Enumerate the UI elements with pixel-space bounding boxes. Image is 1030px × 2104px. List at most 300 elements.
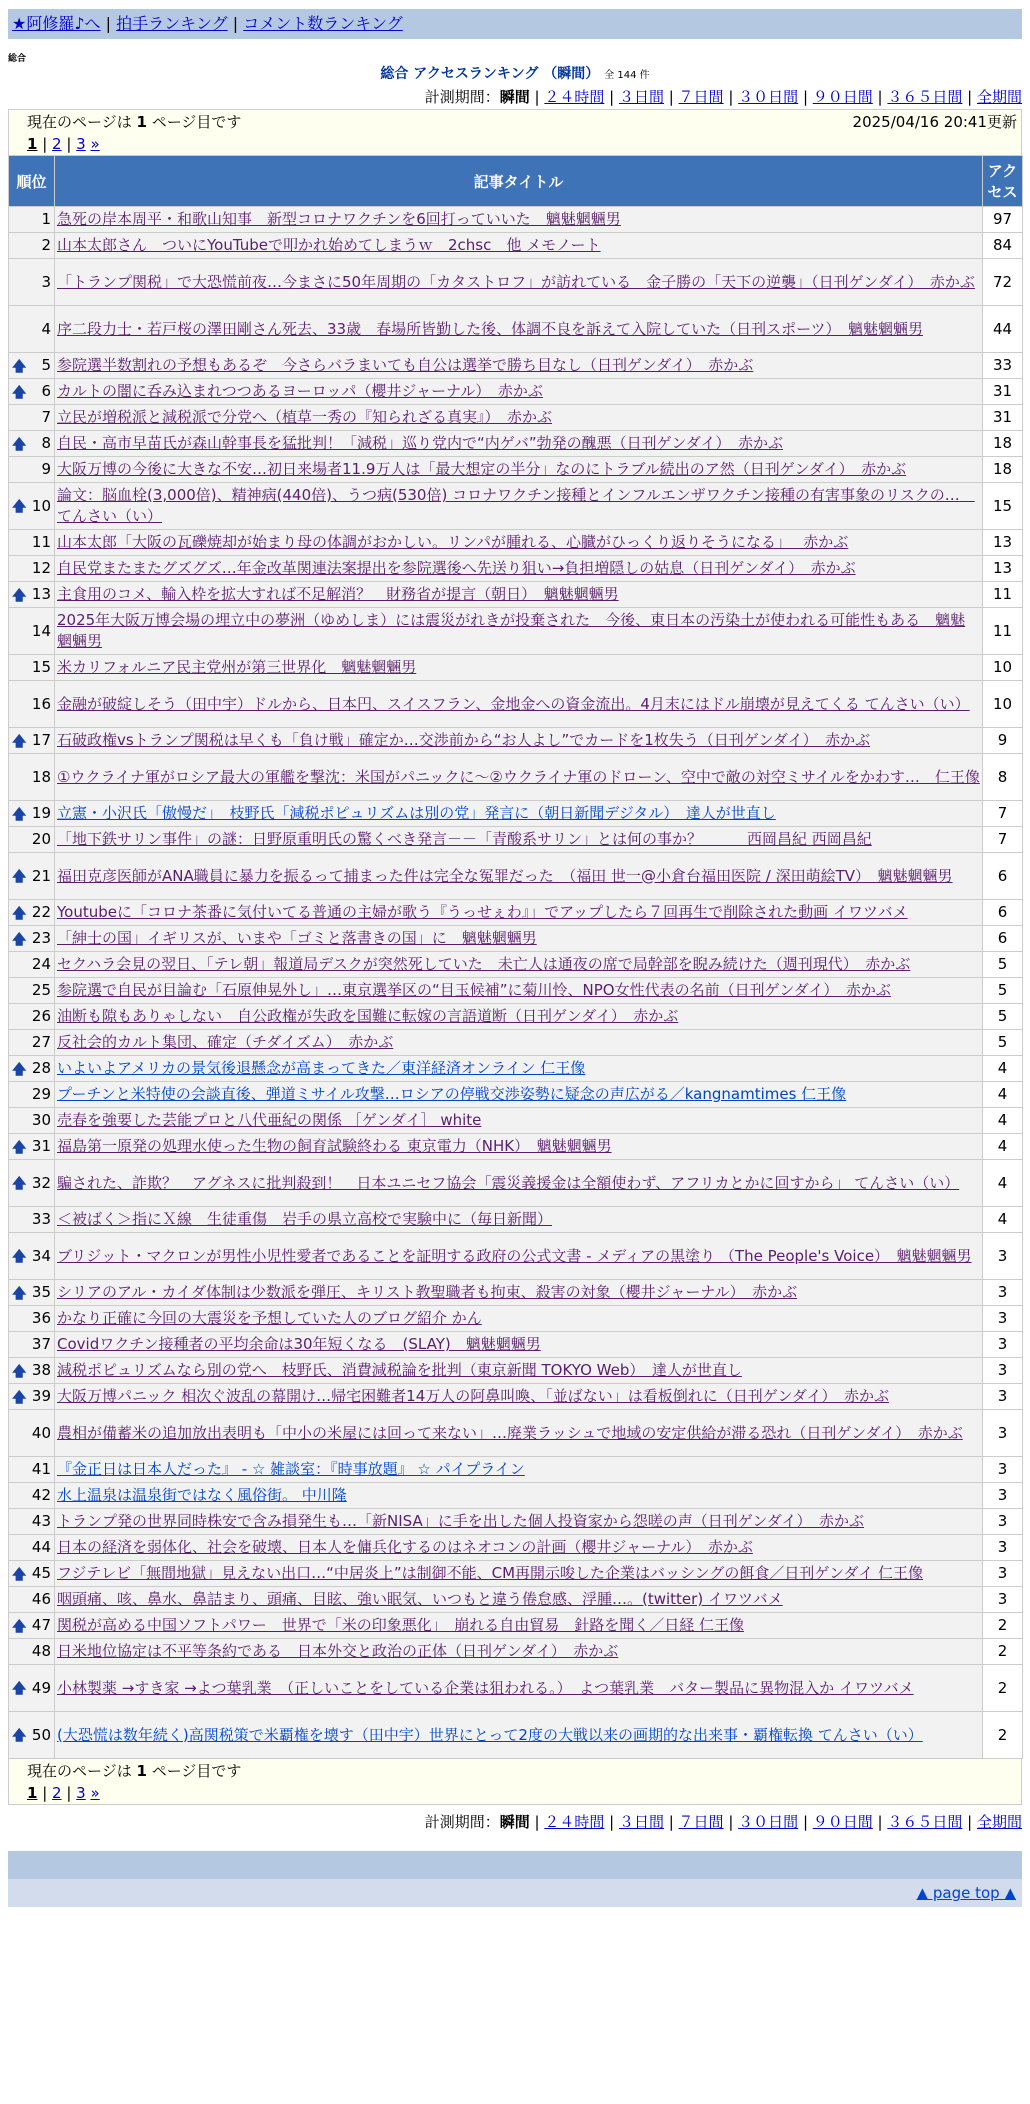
rank-number: 24 — [31, 955, 51, 973]
article-link[interactable]: ①ウクライナ軍がロシア最大の軍艦を撃沈：米国がパニックに〜②ウクライナ軍のドローン、空中で敵の対空ミサイルをかわす… 仁王像 — [57, 767, 980, 786]
rank-number: 20 — [31, 830, 51, 848]
article-link[interactable]: 自民党またまたグズグズ…年金改革関連法案提出を参院選後へ先送り狙い→負担増隠しの姑息（日刊ゲンダイ） 赤かぶ — [57, 559, 856, 577]
title-cell — [55, 233, 983, 259]
period-option-4[interactable]: ９０日間 — [812, 88, 873, 106]
up-arrow-icon: 🡅 — [12, 1061, 27, 1078]
article-link[interactable]: 関税が高める中国ソフトパワー 世界で「米の印象悪化」 崩れる自由貿易 針路を聞く／日経 仁王像 — [57, 1616, 744, 1634]
rank-cell — [9, 207, 55, 233]
period-option-2[interactable]: ７日間 — [678, 88, 724, 106]
rank-cell — [9, 1207, 55, 1233]
rank-cell — [9, 952, 55, 978]
access-count: 6 — [983, 926, 1023, 952]
up-arrow-icon: 🡅 — [12, 905, 27, 922]
header-access: アクセス — [983, 156, 1023, 207]
title-cell — [55, 1535, 983, 1561]
rank-number: 39 — [31, 1387, 51, 1405]
rank-cell — [9, 233, 55, 259]
rank-cell — [9, 1004, 55, 1030]
access-count: 97 — [983, 207, 1023, 233]
rank-cell — [9, 801, 55, 827]
period-option-0[interactable]: ２４時間 — [544, 88, 605, 106]
table-row — [9, 1160, 1023, 1207]
rank-number: 7 — [41, 408, 51, 426]
table-row — [9, 1056, 1023, 1082]
period-option-5[interactable]: ３６５日間 — [887, 88, 963, 106]
title-cell — [55, 1332, 983, 1358]
article-link[interactable]: Youtubeに「コロナ茶番に気付いてる普通の主婦が歌う『うっせぇわ』」でアップしたら７回再生で削除された動画 イワツバメ — [57, 903, 908, 921]
access-count: 44 — [983, 306, 1023, 353]
period-option-1[interactable]: ３日間 — [618, 88, 664, 106]
rank-cell — [9, 1384, 55, 1410]
article-link[interactable]: (大恐慌は数年続く)高関税策で米覇権を壊す（田中宇）世界にとって2度の大戦以来の画期的な出来事・覇権転換 てんさい（い） — [57, 1725, 923, 1744]
access-count: 18 — [983, 457, 1023, 483]
article-link[interactable]: 山本太郎さん ついにYouTubeで叩かれ始めてしまうｗ 2chsc 他 メモノート — [57, 236, 601, 254]
article-link[interactable]: 序二段力士・若戸桜の澤田剛さん死去、33歳 春場所皆勤した後、体調不良を訴えて入院していた（日刊スポーツ） 魑魅魍魎男 — [57, 319, 923, 338]
page-links: 1 | 2 | 3 » — [27, 135, 100, 153]
article-link[interactable]: シリアのアル・カイダ体制は少数派を弾圧、キリスト教聖職者も拘束、殺害の対象（櫻井ジャーナル） 赤かぶ — [57, 1283, 798, 1301]
title-cell — [55, 1280, 983, 1306]
rank-number: 40 — [31, 1423, 51, 1442]
table-row — [9, 353, 1023, 379]
access-count: 2 — [983, 1665, 1023, 1712]
up-arrow-icon: 🡅 — [12, 436, 27, 453]
table-header-row — [9, 156, 1023, 207]
table-row — [9, 207, 1023, 233]
table-row — [9, 1613, 1023, 1639]
rank-cell — [9, 1561, 55, 1587]
rank-cell — [9, 728, 55, 754]
article-link[interactable]: 山本太郎「大阪の瓦礫焼却が始まり母の体調がおかしい。リンパが腫れる、心臓がひっくり返りそうになる」 赤かぶ — [57, 533, 849, 551]
period-selector: 計測期間：瞬間 | ２４時間 | ３日間 | ７日間 | ３０日間 | ９０日間 | ３６５日間 | 全期間 — [424, 88, 1022, 106]
title-cell — [55, 655, 983, 681]
rank-number: 37 — [31, 1335, 51, 1353]
page-current: 1 — [27, 1784, 38, 1802]
table-row — [9, 1233, 1023, 1280]
article-link[interactable]: カルトの闇に呑み込まれつつあるヨーロッパ（櫻井ジャーナル） 赤かぶ — [57, 382, 543, 400]
table-row — [9, 853, 1023, 900]
title-cell — [55, 306, 983, 353]
article-link[interactable]: 小林製薬 →すき家 →よつ葉乳業 （正しいことをしている企業は狙われる。） よつ葉乳業 バター製品に異物混入か イワツバメ — [57, 1678, 914, 1697]
access-count: 31 — [983, 379, 1023, 405]
rank-cell — [9, 978, 55, 1004]
access-count: 18 — [983, 431, 1023, 457]
rank-number: 11 — [31, 533, 51, 551]
article-link[interactable]: 「トランプ関税」で大恐慌前夜…今まさに50年周期の「カタストロフ」が訪れている 金子勝の「天下の逆襲」（日刊ゲンダイ） 赤かぶ — [57, 272, 975, 291]
article-link[interactable]: 日本の経済を弱体化、社会を破壊、日本人を傭兵化するのはネオコンの計画（櫻井ジャーナル） 赤かぶ — [57, 1538, 753, 1556]
article-link[interactable]: フジテレビ「無間地獄」見えない出口…“中居炎上”は制御不能、CM再開示唆した企業はバッシングの餌食／日刊ゲンダイ 仁王像 — [57, 1564, 923, 1582]
article-link[interactable]: 売春を強要した芸能プロと八代亜紀の関係 ［ゲンダイ］ white — [57, 1111, 482, 1129]
page-next[interactable]: » — [90, 135, 100, 153]
access-count: 3 — [983, 1332, 1023, 1358]
rank-number: 14 — [31, 621, 51, 640]
table-row — [9, 1639, 1023, 1665]
access-count: 3 — [983, 1358, 1023, 1384]
rank-cell — [9, 457, 55, 483]
access-count: 4 — [983, 1056, 1023, 1082]
table-row — [9, 405, 1023, 431]
rank-cell — [9, 608, 55, 655]
rank-number: 28 — [31, 1059, 51, 1077]
rank-cell — [9, 900, 55, 926]
rank-number: 32 — [31, 1173, 51, 1192]
header-rank: 順位 — [9, 156, 55, 207]
updated-time: 2025/04/16 20:41更新 — [852, 113, 1017, 131]
table-row — [9, 681, 1023, 728]
title-cell — [55, 1639, 983, 1665]
title-cell — [55, 582, 983, 608]
rank-number: 29 — [31, 1085, 51, 1103]
article-link[interactable]: 水上温泉は温泉街ではなく風俗街。 中川隆 — [57, 1486, 347, 1504]
nav-separator: | — [105, 14, 112, 33]
table-row — [9, 1483, 1023, 1509]
rank-number: 45 — [31, 1564, 51, 1582]
table-row — [9, 1306, 1023, 1332]
table-row — [9, 926, 1023, 952]
page-top-link[interactable]: ▲ page top ▲ — [916, 1884, 1016, 1902]
table-row — [9, 1587, 1023, 1613]
up-arrow-icon: 🡅 — [12, 869, 27, 885]
rank-number: 42 — [31, 1486, 51, 1504]
table-row — [9, 608, 1023, 655]
article-link[interactable]: 立民が増税派と減税派で分党へ（植草一秀の『知られざる真実』） 赤かぶ — [57, 408, 553, 426]
rank-cell — [9, 530, 55, 556]
article-link[interactable]: ＜被ばく＞指にＸ線 生徒重傷 岩手の県立高校で実験中に（毎日新聞） — [57, 1210, 553, 1228]
rank-number: 49 — [31, 1678, 51, 1697]
up-arrow-icon: 🡅 — [12, 1176, 27, 1192]
article-link[interactable]: 金融が破綻しそう（田中宇）ドルから、日本円、スイスフラン、金地金への資金流出。4月末にはドル崩壊が見えてくる てんさい（い） — [57, 694, 970, 713]
period-option-1[interactable]: ３日間 — [618, 1813, 664, 1831]
access-count: 7 — [983, 827, 1023, 853]
rank-number: 41 — [31, 1460, 51, 1478]
article-link[interactable]: 『金正日は日本人だった』 - ☆ 雑談室：『時事放題』 ☆ パイプライン — [57, 1460, 525, 1478]
title-cell — [55, 1665, 983, 1712]
page-title: 総合 アクセスランキング （瞬間） — [380, 66, 600, 82]
article-link[interactable]: 2025年大阪万博会場の埋立中の夢洲（ゆめしま）には震災がれきが投棄された 今後、東日本の汚染土が使われる可能性もある 魑魅魍魎男 — [57, 611, 966, 650]
rank-cell — [9, 1082, 55, 1108]
page-link-2[interactable]: 2 — [52, 135, 62, 153]
rank-cell — [9, 556, 55, 582]
title-cell — [55, 1004, 983, 1030]
access-count: 3 — [983, 1280, 1023, 1306]
up-arrow-icon: 🡅 — [12, 1363, 27, 1380]
article-link[interactable]: かなり正確に今回の大震災を予想していた人のブログ紹介 かん — [57, 1309, 482, 1327]
title-cell — [55, 1587, 983, 1613]
rank-number: 44 — [31, 1538, 51, 1556]
title-cell — [55, 1613, 983, 1639]
table-row — [9, 1082, 1023, 1108]
title-cell — [55, 754, 983, 801]
table-row — [9, 306, 1023, 353]
rank-cell — [9, 1457, 55, 1483]
article-link[interactable]: 日米地位協定は不平等条約である 日本外交と政治の正体（日刊ゲンダイ） 赤かぶ — [57, 1642, 619, 1660]
rank-cell — [9, 1233, 55, 1280]
rank-cell — [9, 431, 55, 457]
article-link[interactable]: トランプ発の世界同時株安で含み損発生も…「新NISA」に手を出した個人投資家から怨嗟の声（日刊ゲンダイ） 赤かぶ — [57, 1512, 865, 1530]
title-cell — [55, 353, 983, 379]
rank-cell — [9, 405, 55, 431]
article-link[interactable]: 米カリフォルニア民主党州が第三世界化 魑魅魍魎男 — [57, 658, 417, 676]
table-row — [9, 801, 1023, 827]
period-option-3[interactable]: ３０日間 — [738, 88, 799, 106]
rank-number: 17 — [31, 731, 51, 749]
page-link-2[interactable]: 2 — [52, 1784, 62, 1802]
access-count: 4 — [983, 1108, 1023, 1134]
rank-cell — [9, 1712, 55, 1759]
nav-link-asyura[interactable]: ★阿修羅♪へ — [12, 14, 101, 33]
article-link[interactable]: 大阪万博の今後に大きな不安…初日来場者11.9万人は「最大想定の半分」なのにトラブル続出のア然（日刊ゲンダイ） 赤かぶ — [57, 460, 907, 478]
article-link[interactable]: 減税ポピュリズムなら別の党へ 枝野氏、消費減税論を批判（東京新聞 TOKYO Web） 達人が世直し — [57, 1361, 742, 1379]
rank-number: 47 — [31, 1616, 51, 1634]
rank-cell — [9, 1280, 55, 1306]
access-count: 31 — [983, 405, 1023, 431]
rank-number: 4 — [41, 319, 51, 338]
article-link[interactable]: 農相が備蓄米の追加放出表明も「中小の米屋には回って来ない」…廃業ラッシュで地域の安定供給が滞る恐れ（日刊ゲンダイ） 赤かぶ — [57, 1423, 963, 1442]
article-link[interactable]: Covidワクチン接種者の平均余命は30年短くなる (SLAY) 魑魅魍魎男 — [57, 1335, 541, 1353]
access-count: 13 — [983, 530, 1023, 556]
table-row — [9, 900, 1023, 926]
article-link[interactable]: 反社会的カルト集団、確定（チダイズム） 赤かぶ — [57, 1033, 394, 1051]
rank-cell — [9, 1535, 55, 1561]
access-count: 3 — [983, 1306, 1023, 1332]
current-page-text: 現在のページは 1 ページ目です — [27, 1762, 242, 1780]
up-arrow-icon: 🡅 — [12, 1139, 27, 1156]
rank-number: 38 — [31, 1361, 51, 1379]
category-label: 総合 — [8, 54, 27, 64]
title-cell — [55, 1056, 983, 1082]
article-link[interactable]: 福島第一原発の処理水使った生物の飼育試験終わる 東京電力（NHK） 魑魅魍魎男 — [57, 1137, 612, 1155]
rank-number: 16 — [31, 694, 51, 713]
rank-number: 18 — [31, 767, 51, 786]
page-link-3[interactable]: 3 — [76, 135, 86, 153]
title-cell — [55, 259, 983, 306]
period-option-2[interactable]: ７日間 — [678, 1813, 724, 1831]
table-row — [9, 655, 1023, 681]
title-cell — [55, 1082, 983, 1108]
article-link[interactable]: 自民・高市早苗氏が森山幹事長を猛批判！「減税」巡り党内で“内ゲバ”勃発の醜悪（日刊ゲンダイ） 赤かぶ — [57, 434, 783, 452]
title-cell — [55, 827, 983, 853]
table-row — [9, 1509, 1023, 1535]
rank-cell — [9, 1134, 55, 1160]
table-row — [9, 259, 1023, 306]
current-page-text: 現在のページは 1 ページ目です — [27, 113, 242, 131]
rank-number: 12 — [31, 559, 51, 577]
table-row — [9, 1665, 1023, 1712]
ranking-table — [8, 155, 1023, 1759]
title-cell — [55, 457, 983, 483]
title-cell — [55, 853, 983, 900]
rank-cell — [9, 1483, 55, 1509]
period-option-3[interactable]: ３０日間 — [738, 1813, 799, 1831]
access-count: 3 — [983, 1410, 1023, 1457]
rank-cell — [9, 1509, 55, 1535]
access-count: 10 — [983, 681, 1023, 728]
table-row — [9, 1561, 1023, 1587]
rank-cell — [9, 306, 55, 353]
rank-cell — [9, 827, 55, 853]
article-link[interactable]: 大阪万博パニック 相次ぐ波乱の幕開け…帰宅困難者14万人の阿鼻叫喚、「並ばない」は看板倒れに（日刊ゲンダイ） 赤かぶ — [57, 1387, 890, 1405]
rank-cell — [9, 353, 55, 379]
up-arrow-icon: 🡅 — [12, 1285, 27, 1302]
access-count: 8 — [983, 754, 1023, 801]
article-link[interactable]: 石破政権vsトランプ関税は早くも「負け戦」確定か…交渉前から“お人よし”でカードを1枚失う（日刊ゲンダイ） 赤かぶ — [57, 731, 871, 749]
table-row — [9, 1535, 1023, 1561]
access-count: 7 — [983, 801, 1023, 827]
table-row — [9, 1134, 1023, 1160]
title-cell — [55, 900, 983, 926]
title-cell — [55, 1134, 983, 1160]
period-option-5[interactable]: ３６５日間 — [887, 1813, 963, 1831]
article-link[interactable]: 参院選半数割れの予想もあるぞ 今さらバラまいても自公は選挙で勝ち目なし（日刊ゲンダイ） 赤かぶ — [57, 356, 754, 374]
table-row — [9, 1358, 1023, 1384]
access-count: 5 — [983, 978, 1023, 1004]
rank-cell — [9, 582, 55, 608]
footer-pagetop-bar — [8, 1879, 1022, 1907]
rank-number: 15 — [31, 658, 51, 676]
rank-cell — [9, 1306, 55, 1332]
access-count: 11 — [983, 582, 1023, 608]
article-link[interactable]: ブリジット・マクロンが男性小児性愛者であることを証明する政府の公式文書 - メディアの黒塗り （The People's Voice） 魑魅魍魎男 — [57, 1246, 972, 1265]
access-count: 3 — [983, 1509, 1023, 1535]
table-row — [9, 1457, 1023, 1483]
page-next[interactable]: » — [90, 1784, 100, 1802]
rank-cell — [9, 1665, 55, 1712]
period-option-4[interactable]: ９０日間 — [812, 1813, 873, 1831]
period-label: 計測期間： — [424, 88, 500, 106]
rank-number: 5 — [41, 356, 51, 374]
rank-cell — [9, 1587, 55, 1613]
table-row — [9, 1207, 1023, 1233]
article-link[interactable]: 「地下鉄サリン事件」の謎：日野原重明氏の驚くべき発言－－「青酸系サリン」とは何の事か？ 西岡昌紀 西岡昌紀 — [57, 830, 872, 848]
rank-cell — [9, 1358, 55, 1384]
rank-cell — [9, 1410, 55, 1457]
table-row — [9, 556, 1023, 582]
period-selector: 計測期間：瞬間 | ２４時間 | ３日間 | ７日間 | ３０日間 | ９０日間 | ３６５日間 | 全期間 — [424, 1813, 1022, 1831]
page-current: 1 — [27, 135, 38, 153]
nav-link-comment-ranking[interactable]: コメント数ランキング — [243, 14, 403, 33]
access-count: 5 — [983, 952, 1023, 978]
article-link[interactable]: 福田克彦医師がANA職員に暴力を振るって捕まった件は完全な冤罪だった （福田 世一@小倉台福田医院 / 深田萌絵TV） 魑魅魍魎男 — [57, 866, 953, 885]
footer-bar — [8, 1851, 1022, 1879]
rank-cell — [9, 1030, 55, 1056]
table-row — [9, 1030, 1023, 1056]
title-cell — [55, 379, 983, 405]
rank-number: 1 — [41, 210, 51, 228]
rank-cell — [9, 1160, 55, 1207]
rank-number: 33 — [31, 1210, 51, 1228]
nav-link-applause-ranking[interactable]: 拍手ランキング — [116, 14, 228, 33]
title-cell — [55, 431, 983, 457]
title-cell — [55, 556, 983, 582]
rank-cell — [9, 754, 55, 801]
title-cell — [55, 1108, 983, 1134]
rank-cell — [9, 1613, 55, 1639]
table-row — [9, 1108, 1023, 1134]
access-count: 3 — [983, 1535, 1023, 1561]
title-cell — [55, 801, 983, 827]
rank-number: 6 — [41, 382, 51, 400]
rank-number: 22 — [31, 903, 51, 921]
table-row — [9, 233, 1023, 259]
article-link[interactable]: 騙された、詐欺？ アグネスに批判殺到！ 日本ユニセフ協会「震災義援金は全額使わず、アフリカとかに回すから」 てんさい（い） — [57, 1173, 960, 1192]
rank-number: 13 — [31, 585, 51, 603]
page-link-3[interactable]: 3 — [76, 1784, 86, 1802]
table-row — [9, 457, 1023, 483]
rank-number: 46 — [31, 1590, 51, 1608]
access-count: 3 — [983, 1233, 1023, 1280]
title-cell — [55, 608, 983, 655]
rank-cell — [9, 483, 55, 530]
table-row — [9, 978, 1023, 1004]
period-option-6[interactable]: 全期間 — [976, 1813, 1022, 1831]
title-cell — [55, 1457, 983, 1483]
rank-cell — [9, 681, 55, 728]
title-cell — [55, 1160, 983, 1207]
period-option-0[interactable]: ２４時間 — [544, 1813, 605, 1831]
article-link[interactable]: 咽頭痛、咳、鼻水、鼻詰まり、頭痛、目眩、強い眠気、いつもと違う倦怠感、浮腫…。(twitter) イワツバメ — [57, 1590, 783, 1608]
period-label: 計測期間： — [424, 1813, 500, 1831]
rank-number: 31 — [31, 1137, 51, 1155]
title-cell — [55, 1233, 983, 1280]
rank-number: 34 — [31, 1246, 51, 1265]
rank-number: 21 — [31, 866, 51, 885]
article-link[interactable]: いよいよアメリカの景気後退懸念が高まってきた／東洋経済オンライン 仁王像 — [57, 1059, 586, 1077]
access-count: 84 — [983, 233, 1023, 259]
nav-separator: | — [232, 14, 239, 33]
table-row — [9, 582, 1023, 608]
table-row — [9, 827, 1023, 853]
up-arrow-icon: 🡅 — [12, 1566, 27, 1583]
table-row — [9, 431, 1023, 457]
access-count: 4 — [983, 1134, 1023, 1160]
period-option-6[interactable]: 全期間 — [976, 88, 1022, 106]
table-row — [9, 1384, 1023, 1410]
article-link[interactable]: セクハラ会見の翌日、「テレ朝」報道局デスクが突然死していた 未亡人は通夜の席で局幹部を睨み続けた（週刊現代） 赤かぶ — [57, 955, 911, 973]
rank-cell — [9, 655, 55, 681]
rank-number: 50 — [31, 1725, 51, 1744]
access-count: 3 — [983, 1483, 1023, 1509]
rank-number: 3 — [41, 272, 51, 291]
access-count: 72 — [983, 259, 1023, 306]
up-arrow-icon: 🡅 — [12, 1681, 27, 1697]
article-link[interactable]: 「紳士の国」イギリスが、いまや「ゴミと落書きの国」に 魑魅魍魎男 — [57, 929, 537, 947]
period-current: 瞬間 — [499, 1813, 530, 1831]
article-link[interactable]: 主食用のコメ、輸入枠を拡大すれば不足解消？ 財務省が提言（朝日） 魑魅魍魎男 — [57, 585, 619, 603]
top-nav-bar — [8, 9, 1022, 39]
access-count: 4 — [983, 1207, 1023, 1233]
table-row — [9, 952, 1023, 978]
article-link[interactable]: 論文：脳血栓(3,000倍)、精神病(440倍)、うつ病(530倍) コロナワクチン接種とインフルエンザワクチン接種の有害事象のリスクの… てんさい（い） — [57, 486, 975, 525]
access-count: 3 — [983, 1561, 1023, 1587]
up-arrow-icon: 🡅 — [12, 1728, 27, 1744]
page-links: 1 | 2 | 3 » — [27, 1784, 100, 1802]
access-count: 9 — [983, 728, 1023, 754]
article-link[interactable]: 油断も隙もありゃしない 自公政権が失政を国難に転嫁の言語道断（日刊ゲンダイ） 赤かぶ — [57, 1007, 679, 1025]
rank-number: 2 — [41, 236, 51, 254]
title-cell — [55, 405, 983, 431]
article-link[interactable]: 急死の岸本周平・和歌山知事 新型コロナワクチンを6回打っていいた 魑魅魍魎男 — [57, 210, 621, 228]
rank-cell — [9, 853, 55, 900]
rank-number: 8 — [41, 434, 51, 452]
up-arrow-icon: 🡅 — [12, 1249, 27, 1265]
article-link[interactable]: 立憲・小沢氏「傲慢だ」 枝野氏「減税ポピュリズムは別の党」発言に（朝日新聞デジタル） 達人が世直し — [57, 804, 776, 822]
up-arrow-icon: 🡅 — [12, 1618, 27, 1635]
article-link[interactable]: 参院選で自民が目論む「石原伸晃外し」…東京選挙区の“目玉候補”に菊川怜、NPO女性代表の名前（日刊ゲンダイ） 赤かぶ — [57, 981, 891, 999]
table-row — [9, 1410, 1023, 1457]
period-current: 瞬間 — [499, 88, 530, 106]
rank-number: 36 — [31, 1309, 51, 1327]
article-link[interactable]: プーチンと米特使の会談直後、弾道ミサイル攻撃…ロシアの停戦交渉姿勢に疑念の声広がる／kangnamtimes 仁王像 — [57, 1085, 847, 1103]
title-cell — [55, 1509, 983, 1535]
